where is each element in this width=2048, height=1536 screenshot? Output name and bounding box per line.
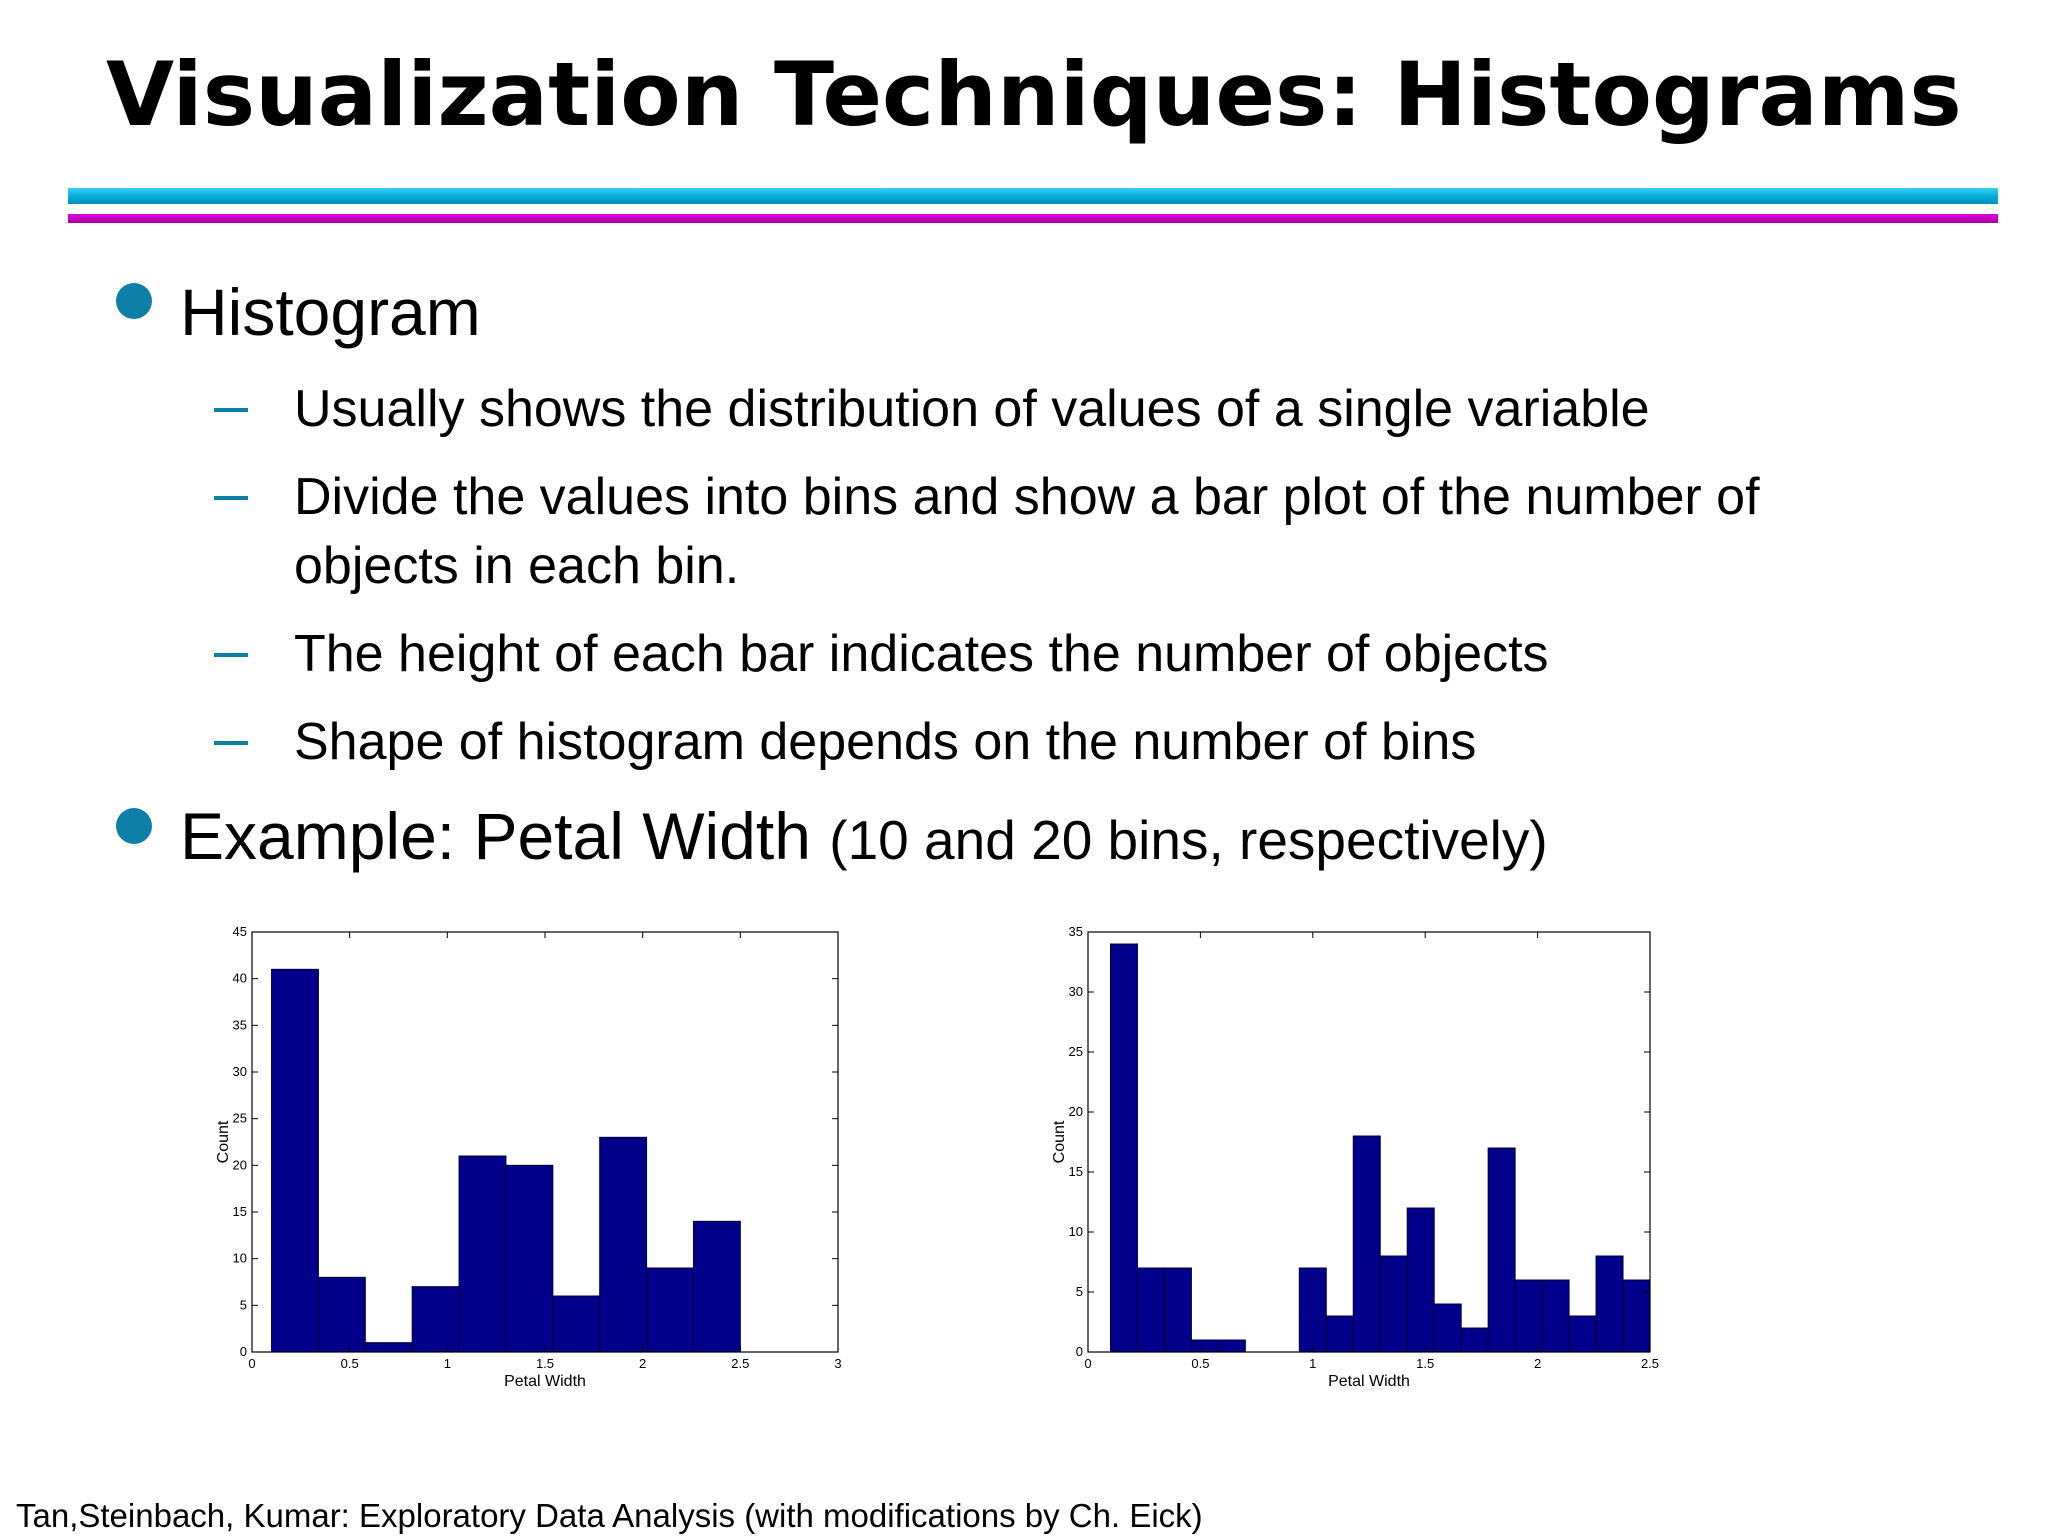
bullet-histogram: Histogram [180,275,481,349]
histogram-bar [1569,1316,1596,1352]
y-tick-label: 25 [1068,1044,1083,1059]
histogram-bar [272,969,319,1352]
histogram-bar [1542,1280,1569,1352]
x-tick-label: 1 [1309,1356,1317,1371]
histogram-bar [1110,944,1137,1352]
dash-icon [214,653,248,657]
histogram-bar [693,1221,740,1352]
histogram-10-bins [200,920,860,1400]
histogram-bar [1353,1136,1380,1352]
y-tick-label: 5 [239,1297,247,1313]
x-tick-label: 2 [639,1356,647,1371]
histogram-bar [1623,1280,1650,1352]
histogram-bar [1137,1268,1164,1352]
title-rule-magenta [68,214,1998,223]
dash-icon [214,408,248,412]
x-axis-label: Petal Width [1328,1373,1410,1390]
footer-citation: Tan,Steinbach, Kumar: Exploratory Data Analysis (with modifications by Ch. Eick) [16,1497,1203,1534]
y-tick-label: 40 [232,970,247,986]
histogram-20-bins [1040,920,1720,1400]
x-tick-label: 0 [1084,1356,1092,1371]
bullet-dot-icon [116,283,152,319]
histogram-bar [1299,1268,1326,1352]
title-rule-cyan [68,188,1998,204]
bullet-example-text: Example: Petal Width [180,799,811,873]
x-tick-label: 0.5 [340,1356,359,1371]
histogram-bar [1461,1328,1488,1352]
y-tick-label: 15 [232,1204,247,1219]
y-axis-label: Count [215,1120,232,1164]
bullet-dot-icon [116,808,152,844]
x-tick-label: 2.5 [731,1356,750,1371]
dash-icon [214,496,248,500]
y-tick-label: 0 [1075,1344,1083,1359]
x-tick-label: 1.5 [1416,1356,1435,1371]
y-tick-label: 5 [1075,1284,1083,1299]
y-tick-label: 30 [1068,984,1083,999]
x-tick-label: 0.5 [1191,1356,1210,1371]
histogram-bar [1434,1304,1461,1352]
x-axis-label: Petal Width [504,1373,586,1390]
sub-bullet-2-cont: objects in each bin. [294,537,740,595]
histogram-bar [647,1268,694,1352]
sub-bullet-2: Divide the values into bins and show a bar plot of the number of [294,468,1760,526]
slide-title: Visualization Techniques: Histograms [106,43,1962,146]
y-tick-label: 25 [232,1110,247,1126]
x-tick-label: 1.5 [535,1356,555,1371]
y-tick-label: 10 [1068,1224,1083,1239]
y-tick-label: 20 [232,1157,247,1173]
y-tick-label: 0 [239,1344,247,1359]
sub-bullet-4: Shape of histogram depends on the number of bins [294,713,1477,771]
x-tick-label: 3 [834,1356,842,1371]
y-tick-label: 35 [232,1017,247,1033]
histogram-bar [1488,1148,1515,1352]
histogram-bar [600,1137,647,1352]
bullet-example-suffix: (10 and 20 bins, respectively) [829,809,1548,871]
x-tick-label: 1 [443,1356,451,1371]
histogram-bar [459,1156,506,1352]
sub-bullet-3: The height of each bar indicates the number of objects [294,625,1549,683]
histogram-bar [1515,1280,1542,1352]
histogram-bar [553,1296,600,1352]
x-tick-label: 2 [1533,1356,1542,1371]
y-tick-label: 10 [232,1250,247,1266]
histogram-bar [318,1277,365,1352]
y-tick-label: 45 [232,924,247,939]
histogram-bar [1218,1340,1245,1352]
y-axis-label: Count [1051,1120,1068,1164]
y-tick-label: 15 [1068,1164,1083,1179]
y-tick-label: 35 [1068,924,1083,939]
histogram-bar [1191,1340,1218,1352]
histogram-bar [1164,1268,1191,1352]
x-tick-label: 0 [248,1356,256,1371]
dash-icon [214,741,248,745]
histogram-bar [1380,1256,1407,1352]
bullet-example [180,798,1548,878]
histogram-bar [412,1287,459,1352]
sub-bullet-1: Usually shows the distribution of values of a single variable [294,380,1650,438]
histogram-bar [1407,1208,1434,1352]
histogram-bar [1326,1316,1353,1352]
y-tick-label: 20 [1068,1104,1083,1119]
histogram-bar [365,1343,412,1352]
histogram-bar [506,1165,553,1352]
histogram-bar [1596,1256,1623,1352]
y-tick-label: 30 [232,1064,247,1079]
x-tick-label: 2.5 [1640,1356,1660,1371]
